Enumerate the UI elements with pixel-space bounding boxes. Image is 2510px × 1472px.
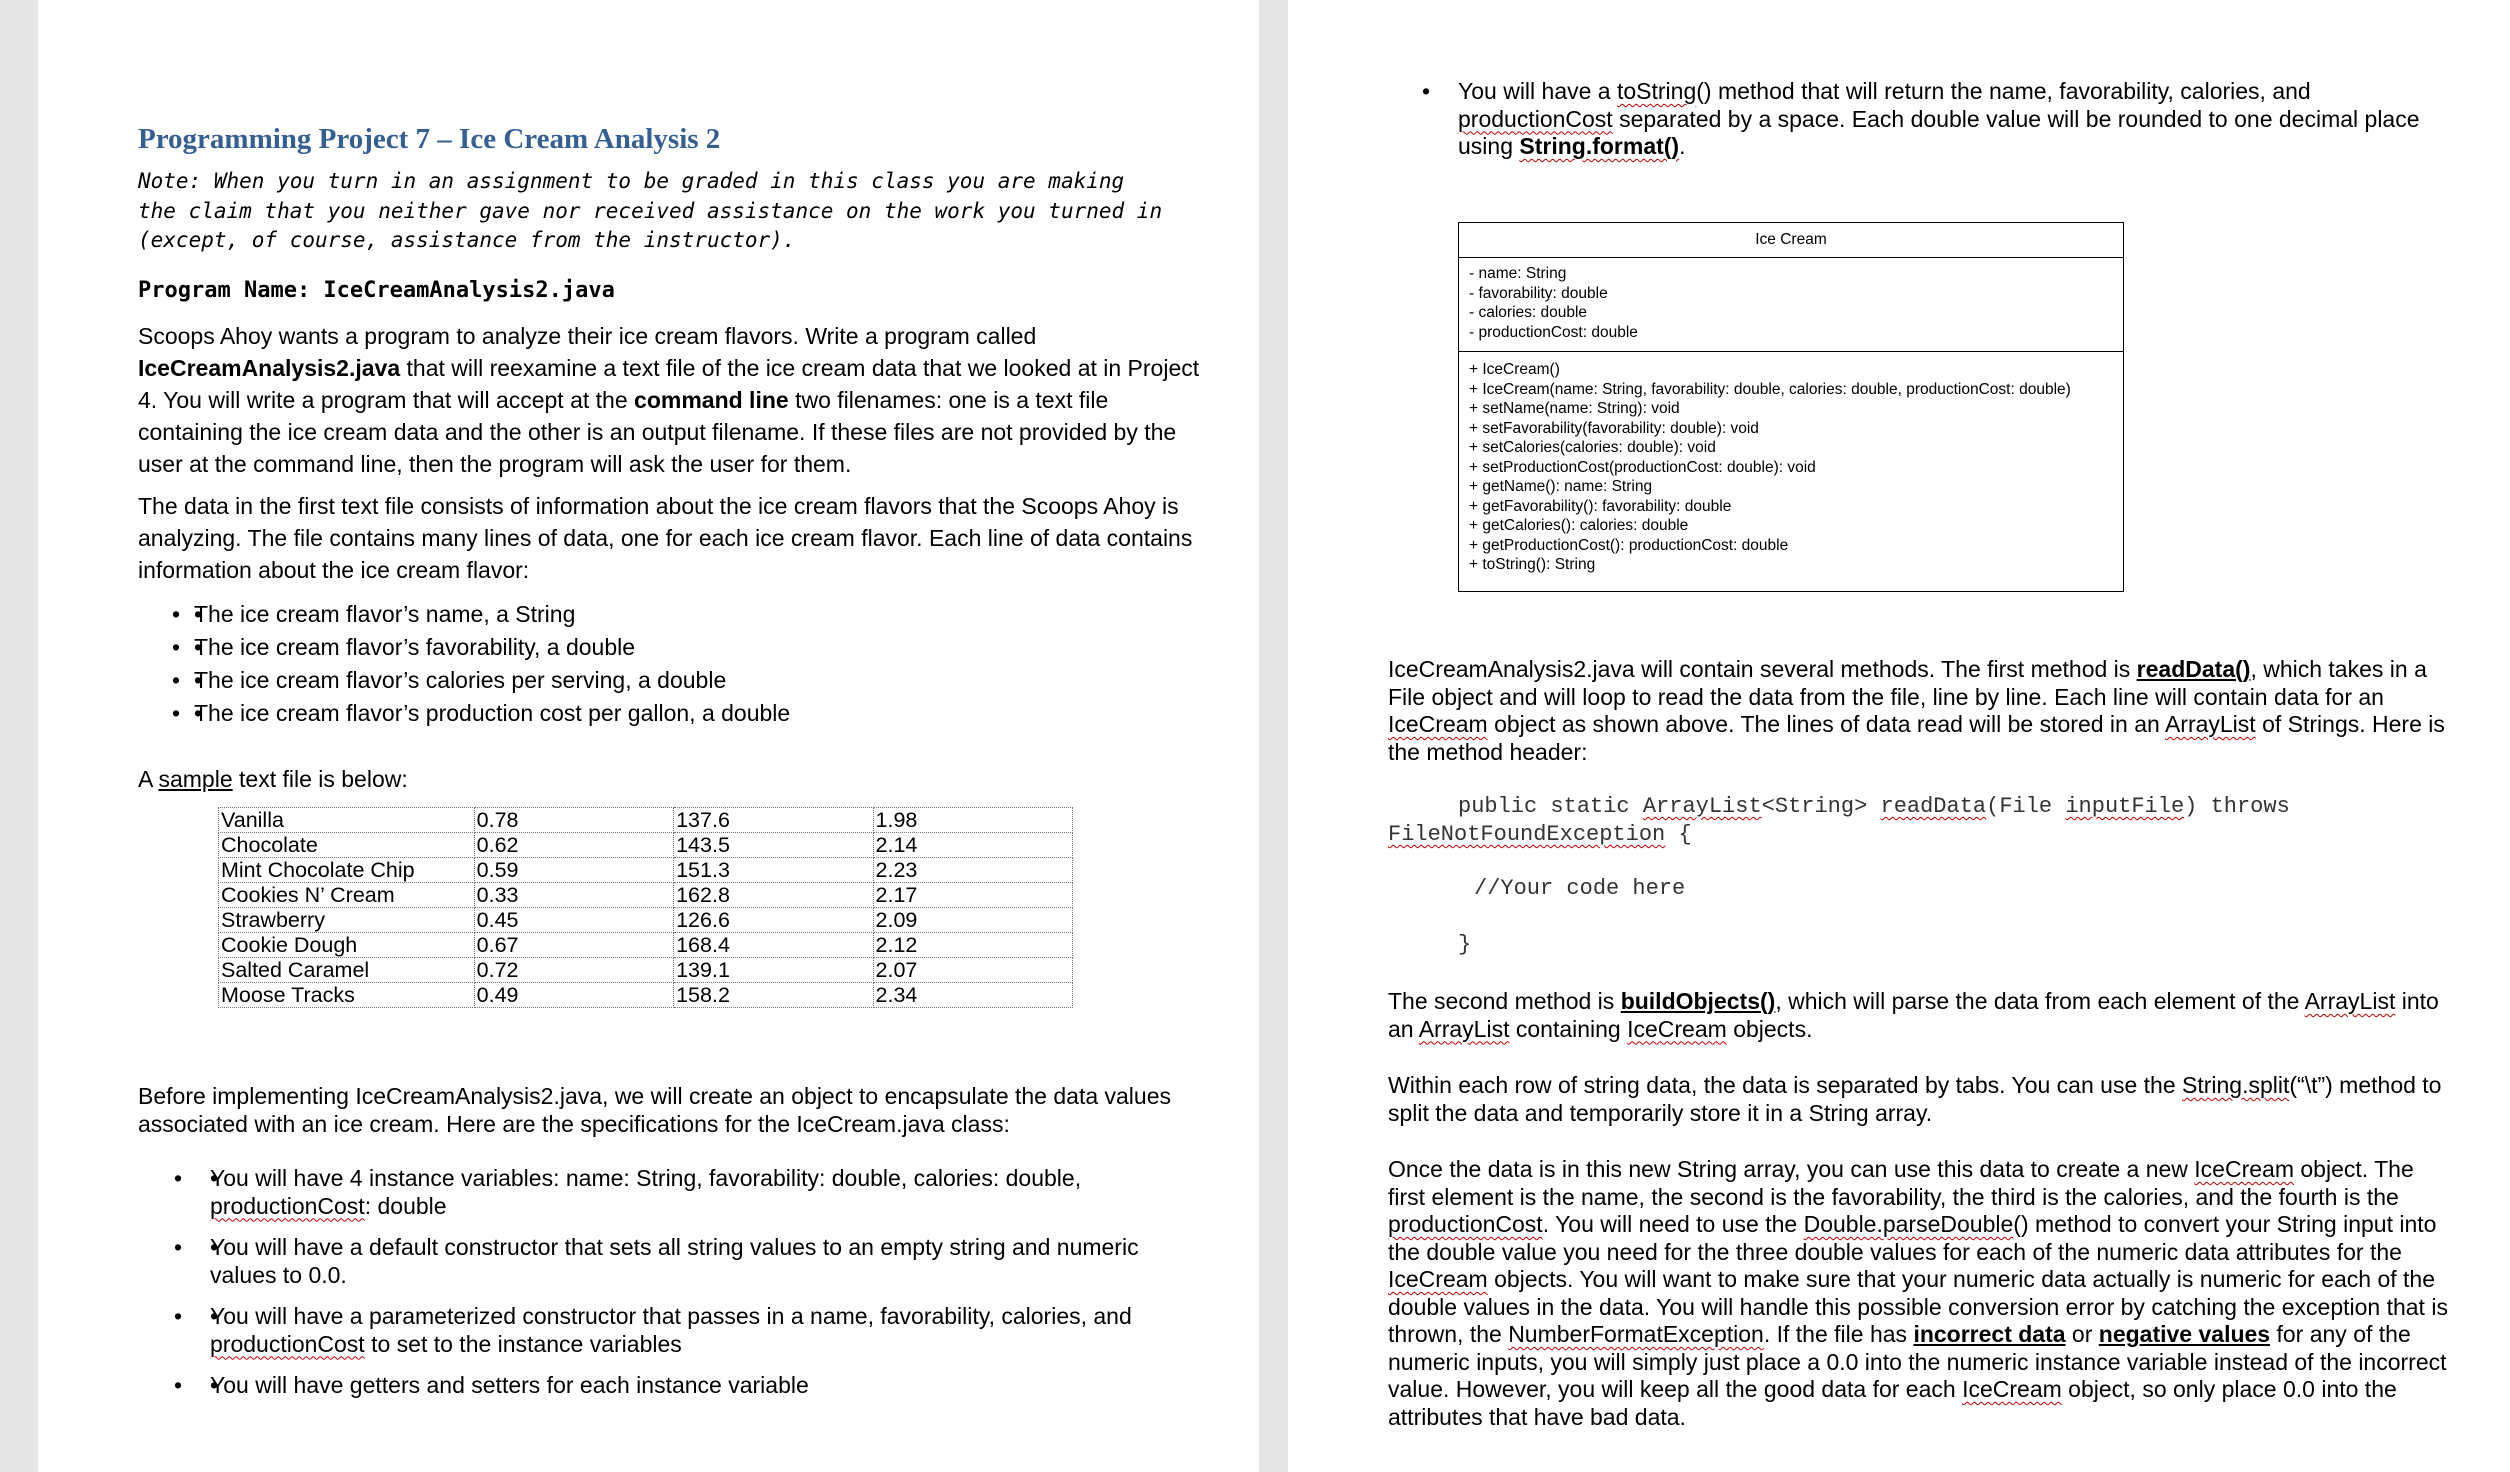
table-cell: 151.3 xyxy=(674,858,873,883)
parsing-paragraph: Once the data is in this new String array, you can use this data to create a new IceCream object. The first element is the name, the second is the favorability, the third is the calories, and the fourth is the productionCost. You will need to use the Double.parseDouble() method to convert your String input into the double value you need for the three double values for each of the numeric data attributes for the IceCream objects. You will want to make sure that your numeric data actually is numeric for each of the double values in the data. You will handle this possible conversion error by catching the exception that is thrown, the NumberFormatException. If the file has incorrect data or negative values for any of the numeric inputs, you will simply just place a 0.0 into the numeric instance variable instead of the incorrect value. However, you will keep all the good data for each IceCream object, so only place 0.0 into the attributes that have bad data. xyxy=(1388,1156,2448,1430)
readdata-paragraph: IceCreamAnalysis2.java will contain several methods. The first method is readData(), which takes in a File object and will loop to read the data from the file, line by line. Each line will contain data for an IceCream object as shown above. The lines of data read will be stored in an ArrayList of Strings. Here is the method header: xyxy=(1388,656,2445,765)
uml-attributes xyxy=(1459,258,2123,352)
table-cell: 0.62 xyxy=(474,833,673,858)
table-cell: Strawberry xyxy=(219,908,475,933)
code-close-brace: } xyxy=(1458,932,1472,957)
method-header-line2: FileNotFoundException { xyxy=(1388,822,1692,847)
uml-attribute: - name: String xyxy=(1469,265,1567,282)
table-row xyxy=(219,958,1073,983)
table-cell: 158.2 xyxy=(674,983,873,1008)
table-cell: Vanilla xyxy=(219,808,475,833)
table-cell: 0.78 xyxy=(474,808,673,833)
table-cell: 162.8 xyxy=(674,883,873,908)
table-cell: Moose Tracks xyxy=(219,983,475,1008)
uml-operation: + setFavorability(favorability: double): void xyxy=(1469,419,1759,437)
split-paragraph: Within each row of string data, the data is separated by tabs. You can use the String.split(“\t”) method to split the data and temporarily store it in a String array. xyxy=(1388,1072,2442,1126)
tostring-bullet: • You will have a toString() method that will return the name, favorability, calories, and productionCost separated by a space. Each double value will be rounded to one decimal place using String.format(). xyxy=(1422,78,2420,159)
table-row xyxy=(219,858,1073,883)
uml-operation: + getName(): name: String xyxy=(1469,478,1653,495)
table-cell: 168.4 xyxy=(674,933,873,958)
integrity-note: Note: When you turn in an assignment to be graded in this class you are making the claim that you neither gave nor received assistance on the work you turned in (except, of course, assistance from the instructor). xyxy=(138,169,1163,252)
list-item: • • You will have a parameterized constructor that passes in a name, favorability, calories, and productionCost to set to the instance variables xyxy=(210,1303,1180,1358)
uml-attribute: - productionCost: double xyxy=(1469,323,1638,341)
list-item: • • The ice cream flavor’s name, a String xyxy=(194,598,1194,631)
table-cell: 2.12 xyxy=(873,933,1072,958)
uml-operation: + getProductionCost(): productionCost: double xyxy=(1469,536,1789,554)
method-header-line1: public static ArrayList<String> readData(File inputFile) throws xyxy=(1458,794,2290,819)
table-cell: 139.1 xyxy=(674,958,873,983)
uml-operation: + toString(): String xyxy=(1469,556,1596,573)
table-cell: Cookies N’ Cream xyxy=(219,883,475,908)
table-cell: 0.49 xyxy=(474,983,673,1008)
table-row xyxy=(219,808,1073,833)
uml-class-diagram xyxy=(1458,222,2124,592)
table-cell: 2.17 xyxy=(873,883,1072,908)
table-cell: 0.59 xyxy=(474,858,673,883)
sample-intro: A sample text file is below: xyxy=(138,766,408,792)
table-row xyxy=(219,833,1073,858)
field-list xyxy=(172,598,1194,730)
data-description: The data in the first text file consists of information about the ice cream flavors that the Scoops Ahoy is analyzing. The file contains many lines of data, one for each ice cream flavor. Each line of data contains information about the ice cream flavor: xyxy=(138,493,1193,583)
table-cell: 2.14 xyxy=(873,833,1072,858)
page-title: Programming Project 7 – Ice Cream Analysis 2 xyxy=(138,123,721,155)
table-cell: 0.67 xyxy=(474,933,673,958)
list-item: • • You will have 4 instance variables: name: String, favorability: double, calories: double, productionCost: double xyxy=(210,1165,1180,1220)
list-item: • • The ice cream flavor’s calories per serving, a double xyxy=(194,664,1194,697)
list-item: • • The ice cream flavor’s favorability, a double xyxy=(194,631,1194,664)
list-item: • • The ice cream flavor’s production cost per gallon, a double xyxy=(194,697,1194,730)
uml-operation: + getCalories(): calories: double xyxy=(1469,517,1689,534)
uml-operation: + setName(name: String): void xyxy=(1469,400,1680,417)
table-cell: 1.98 xyxy=(873,808,1072,833)
before-implementing: Before implementing IceCreamAnalysis2.java, we will create an object to encapsulate the data values associated with an ice cream. Here are the specifications for the IceCream.java class: xyxy=(138,1083,1172,1137)
table-cell: Mint Chocolate Chip xyxy=(219,858,475,883)
intro-paragraph: Scoops Ahoy wants a program to analyze their ice cream flavors. Write a program called IceCreamAnalysis2.java that will reexamine a text file of the ice cream data that we looked at in Project 4. You will write a program that will accept at the command line two filenames: one is a text file containing the ice cream data and the other is an output filename. If these files are not provided by the user at the command line, then the program will ask the user for them. xyxy=(138,323,1200,477)
program-name: Program Name: IceCreamAnalysis2.java xyxy=(138,278,615,303)
list-item: • • You will have a default constructor that sets all string values to an empty string and numeric values to 0.0. xyxy=(210,1234,1180,1289)
uml-operations xyxy=(1459,352,2123,575)
table-cell: 2.23 xyxy=(873,858,1072,883)
buildobjects-paragraph: The second method is buildObjects(), which will parse the data from each element of the ArrayList into an ArrayList containing IceCream objects. xyxy=(1388,988,2439,1042)
table-cell: 0.45 xyxy=(474,908,673,933)
list-item: • • You will have getters and setters for each instance variable xyxy=(210,1372,1180,1400)
table-row xyxy=(219,883,1073,908)
code-comment: //Your code here xyxy=(1474,876,1686,901)
uml-operation: + setCalories(calories: double): void xyxy=(1469,439,1716,456)
table-cell: 2.09 xyxy=(873,908,1072,933)
uml-attribute: - favorability: double xyxy=(1469,284,1608,302)
uml-attribute: - calories: double xyxy=(1469,304,1588,321)
table-row xyxy=(219,933,1073,958)
table-row xyxy=(219,908,1073,933)
left-page xyxy=(38,0,1259,1472)
table-cell: 0.33 xyxy=(474,883,673,908)
table-row xyxy=(219,983,1073,1008)
right-page xyxy=(1288,0,2510,1472)
table-cell: 137.6 xyxy=(674,808,873,833)
uml-operation: + IceCream(name: String, favorability: double, calories: double, productionCost: double) xyxy=(1469,380,2071,398)
spec-list xyxy=(174,1165,1180,1400)
table-cell: Chocolate xyxy=(219,833,475,858)
sample-data-table xyxy=(218,807,1073,1008)
table-cell: 126.6 xyxy=(674,908,873,933)
table-cell: 143.5 xyxy=(674,833,873,858)
uml-operation: + IceCream() xyxy=(1469,361,1560,378)
table-cell: 2.34 xyxy=(873,983,1072,1008)
table-cell: 0.72 xyxy=(474,958,673,983)
table-cell: Cookie Dough xyxy=(219,933,475,958)
table-cell: Salted Caramel xyxy=(219,958,475,983)
uml-class-name: Ice Cream xyxy=(1459,223,2123,258)
uml-operation: + getFavorability(): favorability: double xyxy=(1469,497,1732,515)
table-cell: 2.07 xyxy=(873,958,1072,983)
uml-operation: + setProductionCost(productionCost: double): void xyxy=(1469,458,1816,476)
